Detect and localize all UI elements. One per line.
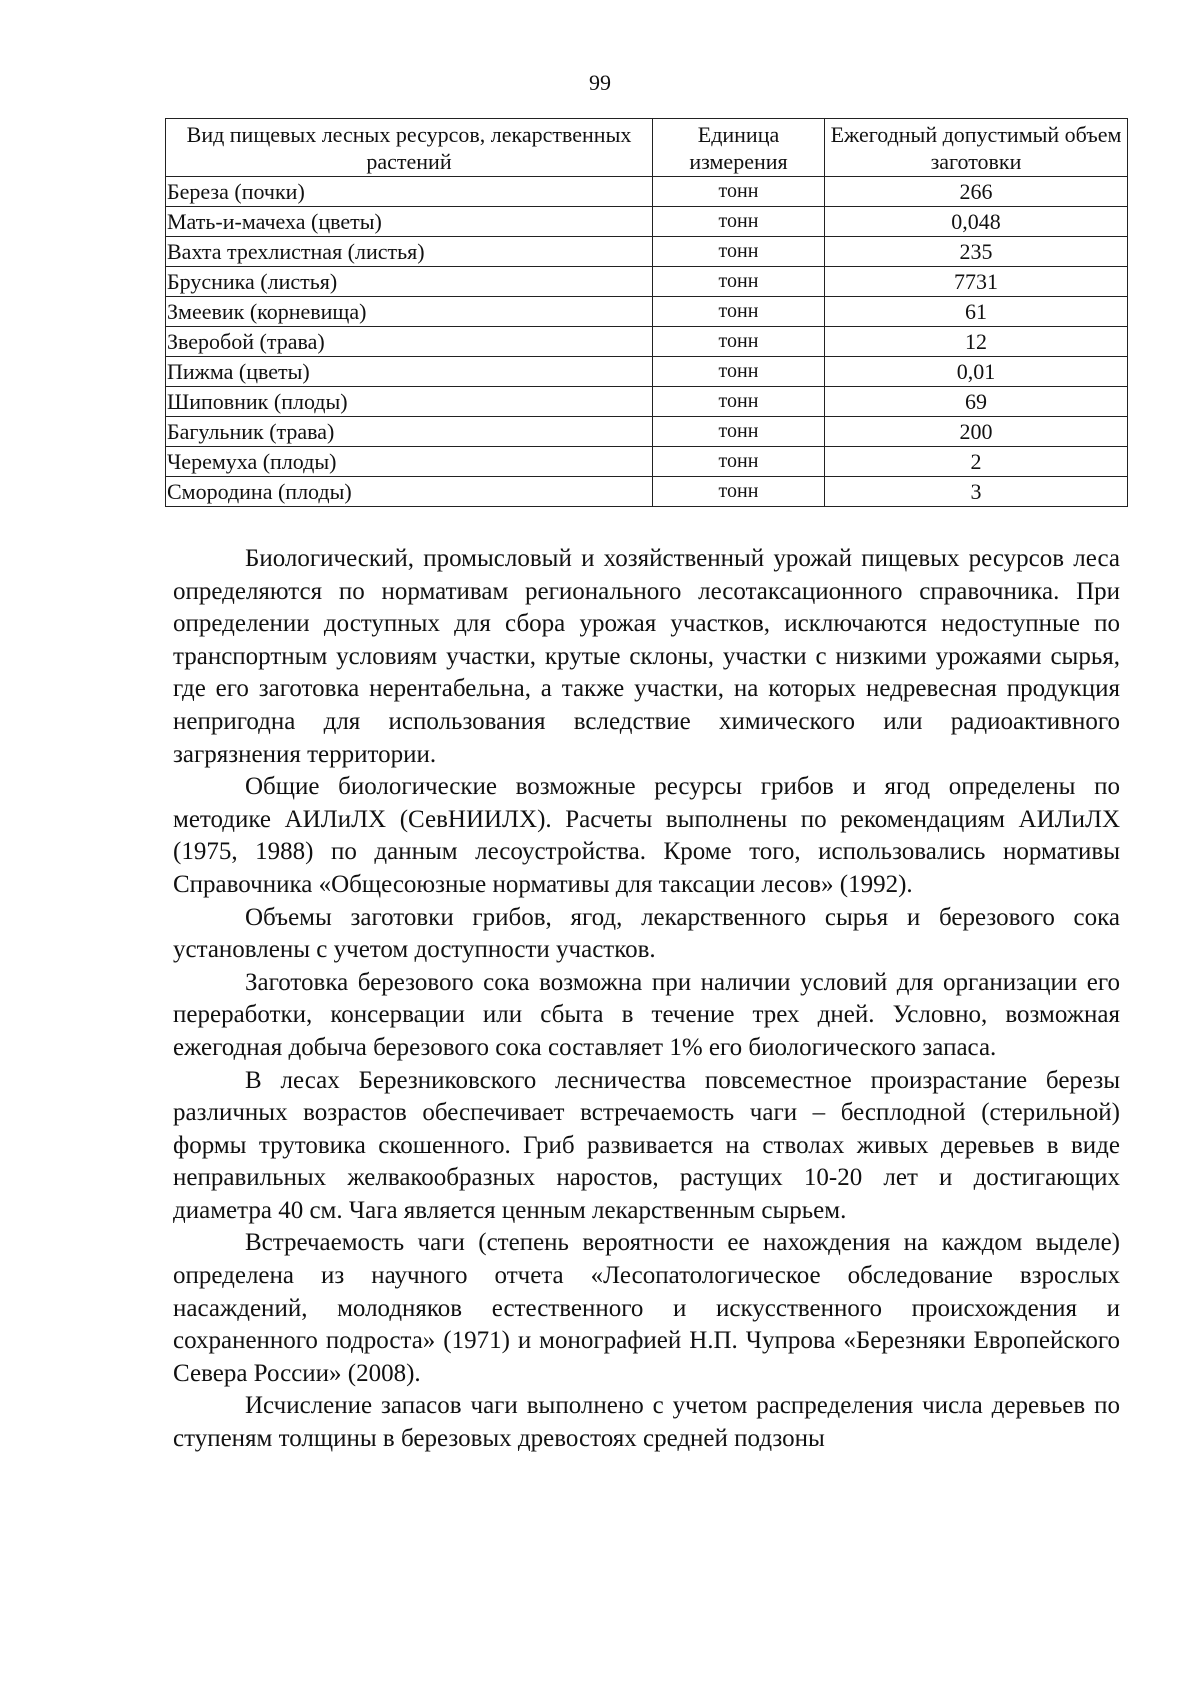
paragraph: Встречаемость чаги (степень вероятности ее нахождения на каждом выделе) определена из научного отчета «Лесопатологическое обследование взрослых насаждений, молодняков естественного и искусственного происхождения и сохраненного подроста» (1971) и монографией Н.П. Чупрова «Березняки Европейского Севера России» (2008). <box>173 1229 1120 1387</box>
unit-cell: тонн <box>653 387 825 417</box>
header-unit: Единица измерения <box>653 119 825 177</box>
unit-cell: тонн <box>653 237 825 267</box>
header-resource: Вид пищевых лесных ресурсов, лекарственных растений <box>166 119 653 177</box>
table-row <box>166 297 1128 327</box>
paragraph: Исчисление запасов чаги выполнено с учетом распределения числа деревьев по ступеням толщины в березовых древостоях средней подзоны <box>173 1392 1120 1453</box>
paragraph: Заготовка березового сока возможна при наличии условий для организации его переработки, консервации или сбыта в течение трех дней. Условно, возможная ежегодная добыча березового сока составляет 1% его биологического запаса. <box>173 968 1120 1061</box>
resource-name: Змеевик (корневища) <box>166 297 653 327</box>
volume-cell: 69 <box>825 387 1128 417</box>
unit-cell: тонн <box>653 267 825 297</box>
table-row <box>166 417 1128 447</box>
table-row <box>166 357 1128 387</box>
resource-name: Брусника (листья) <box>166 267 653 297</box>
unit-cell: тонн <box>653 207 825 237</box>
table-header-row <box>166 119 1128 177</box>
unit-cell: тонн <box>653 177 825 207</box>
unit-cell: тонн <box>653 297 825 327</box>
table-row <box>166 387 1128 417</box>
volume-cell: 61 <box>825 297 1128 327</box>
resource-name: Вахта трехлистная (листья) <box>166 237 653 267</box>
table-row <box>166 477 1128 507</box>
resource-name: Мать-и-мачеха (цветы) <box>166 207 653 237</box>
body-text <box>173 543 1120 1456</box>
header-volume: Ежегодный допустимый объем заготовки <box>825 119 1128 177</box>
unit-cell: тонн <box>653 477 825 507</box>
volume-cell: 7731 <box>825 267 1128 297</box>
resource-name: Багульник (трава) <box>166 417 653 447</box>
volume-cell: 0,01 <box>825 357 1128 387</box>
unit-cell: тонн <box>653 357 825 387</box>
resources-table <box>165 118 1128 507</box>
paragraph: В лесах Березниковского лесничества повсеместное произрастание березы различных возрастов обеспечивает встречаемость чаги – бесплодной (стерильной) формы трутовика скошенного. Гриб развивается на стволах живых деревьев в виде неправильных желвакообразных наростов, растущих 10-20 лет и достигающих диаметра 40 см. Чага является ценным лекарственным сырьем. <box>173 1066 1120 1224</box>
unit-cell: тонн <box>653 417 825 447</box>
table-row <box>166 177 1128 207</box>
volume-cell: 235 <box>825 237 1128 267</box>
table-row <box>166 447 1128 477</box>
resource-name: Шиповник (плоды) <box>166 387 653 417</box>
unit-cell: тонн <box>653 327 825 357</box>
resource-name: Зверобой (трава) <box>166 327 653 357</box>
table-row <box>166 327 1128 357</box>
table-row <box>166 237 1128 267</box>
resource-name: Пижма (цветы) <box>166 357 653 387</box>
paragraph: Общие биологические возможные ресурсы грибов и ягод определены по методике АИЛиЛХ (СевНИИЛХ). Расчеты выполнены по рекомендациям АИЛиЛХ (1975, 1988) по данным лесоустройства. Кроме того, использовались нормативы Справочника «Общесоюзные нормативы для таксации лесов» (1992). <box>173 773 1120 898</box>
volume-cell: 12 <box>825 327 1128 357</box>
volume-cell: 266 <box>825 177 1128 207</box>
unit-cell: тонн <box>653 447 825 477</box>
volume-cell: 0,048 <box>825 207 1128 237</box>
volume-cell: 3 <box>825 477 1128 507</box>
volume-cell: 200 <box>825 417 1128 447</box>
resource-name: Черемуха (плоды) <box>166 447 653 477</box>
table-row <box>166 207 1128 237</box>
resource-name: Береза (почки) <box>166 177 653 207</box>
page-number: 99 <box>589 70 611 95</box>
volume-cell: 2 <box>825 447 1128 477</box>
table-row <box>166 267 1128 297</box>
paragraph: Биологический, промысловый и хозяйственный урожай пищевых ресурсов леса определяются по нормативам регионального лесотаксационного справочника. При определении доступных для сбора урожая участков, исключаются недоступные по транспортным условиям участки, крутые склоны, участки с низкими урожаями сырья, где его заготовка нерентабельна, а также участки, на которых недревесная продукция непригодна для использования вследствие химического или радиоактивного загрязнения территории. <box>173 545 1120 768</box>
resource-name: Смородина (плоды) <box>166 477 653 507</box>
paragraph: Объемы заготовки грибов, ягод, лекарственного сырья и березового сока установлены с учетом доступности участков. <box>173 903 1120 964</box>
